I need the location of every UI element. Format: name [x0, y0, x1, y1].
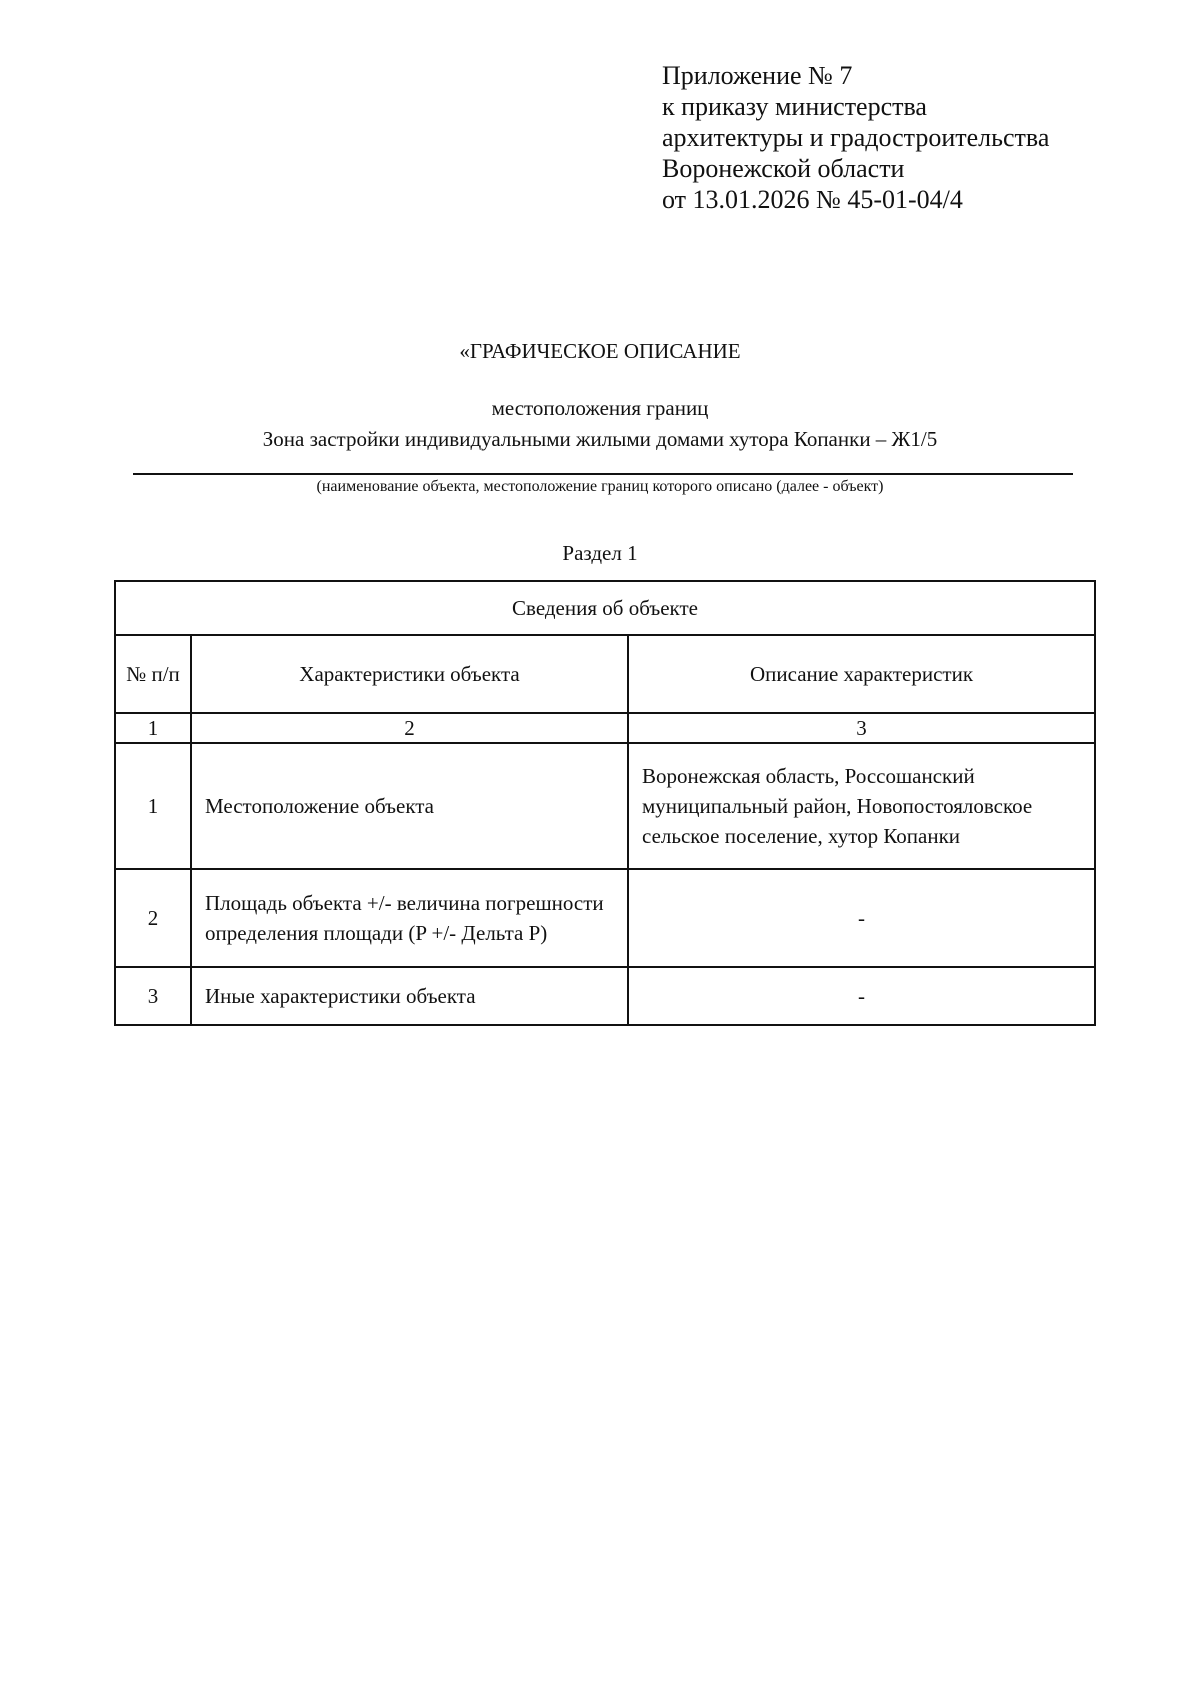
- approval-line-date: от 13.01.2026 № 45-01-04/4: [662, 185, 963, 214]
- row-num: 2: [115, 869, 191, 967]
- approval-line-order: к приказу министерства: [662, 92, 927, 121]
- table-row: [115, 967, 1095, 1025]
- row-description: -: [628, 967, 1095, 1025]
- approval-line-ministry: архитектуры и градостроительства: [662, 123, 1050, 152]
- approval-block: [662, 60, 1162, 215]
- column-index-1: 1: [115, 713, 191, 743]
- document-title: «ГРАФИЧЕСКОЕ ОПИСАНИЕ: [459, 339, 741, 363]
- document-subtitle: местоположения границ: [491, 396, 709, 420]
- table-row: [115, 743, 1095, 869]
- section-label: Раздел 1: [562, 541, 638, 565]
- approval-line-appendix: Приложение № 7: [662, 61, 853, 90]
- table-caption: Сведения об объекте: [115, 581, 1095, 635]
- column-index-2: 2: [191, 713, 628, 743]
- row-characteristic: Иные характеристики объекта: [191, 967, 628, 1025]
- header-description: Описание характеристик: [628, 635, 1095, 713]
- column-index-3: 3: [628, 713, 1095, 743]
- table-header-row: [115, 635, 1095, 713]
- row-description: Воронежская область, Россошанский муниципальный район, Новопостояловское сельское поселение, хутор Копанки: [628, 743, 1095, 869]
- object-info-table: [114, 580, 1096, 1026]
- approval-line-region: Воронежской области: [662, 154, 905, 183]
- table-row: [115, 869, 1095, 967]
- row-num: 1: [115, 743, 191, 869]
- row-characteristic: Местоположение объекта: [191, 743, 628, 869]
- column-index-row: [115, 713, 1095, 743]
- header-characteristic: Характеристики объекта: [191, 635, 628, 713]
- table-caption-row: [115, 581, 1095, 635]
- row-num: 3: [115, 967, 191, 1025]
- header-num: № п/п: [115, 635, 191, 713]
- object-name-underline: [133, 473, 1073, 475]
- object-name: Зона застройки индивидуальными жилыми домами хутора Копанки – Ж1/5: [262, 427, 938, 451]
- object-name-caption: (наименование объекта, местоположение границ которого описано (далее - объект): [316, 478, 884, 495]
- row-characteristic: Площадь объекта +/- величина погрешности определения площади (P +/- Дельта P): [191, 869, 628, 967]
- row-description: -: [628, 869, 1095, 967]
